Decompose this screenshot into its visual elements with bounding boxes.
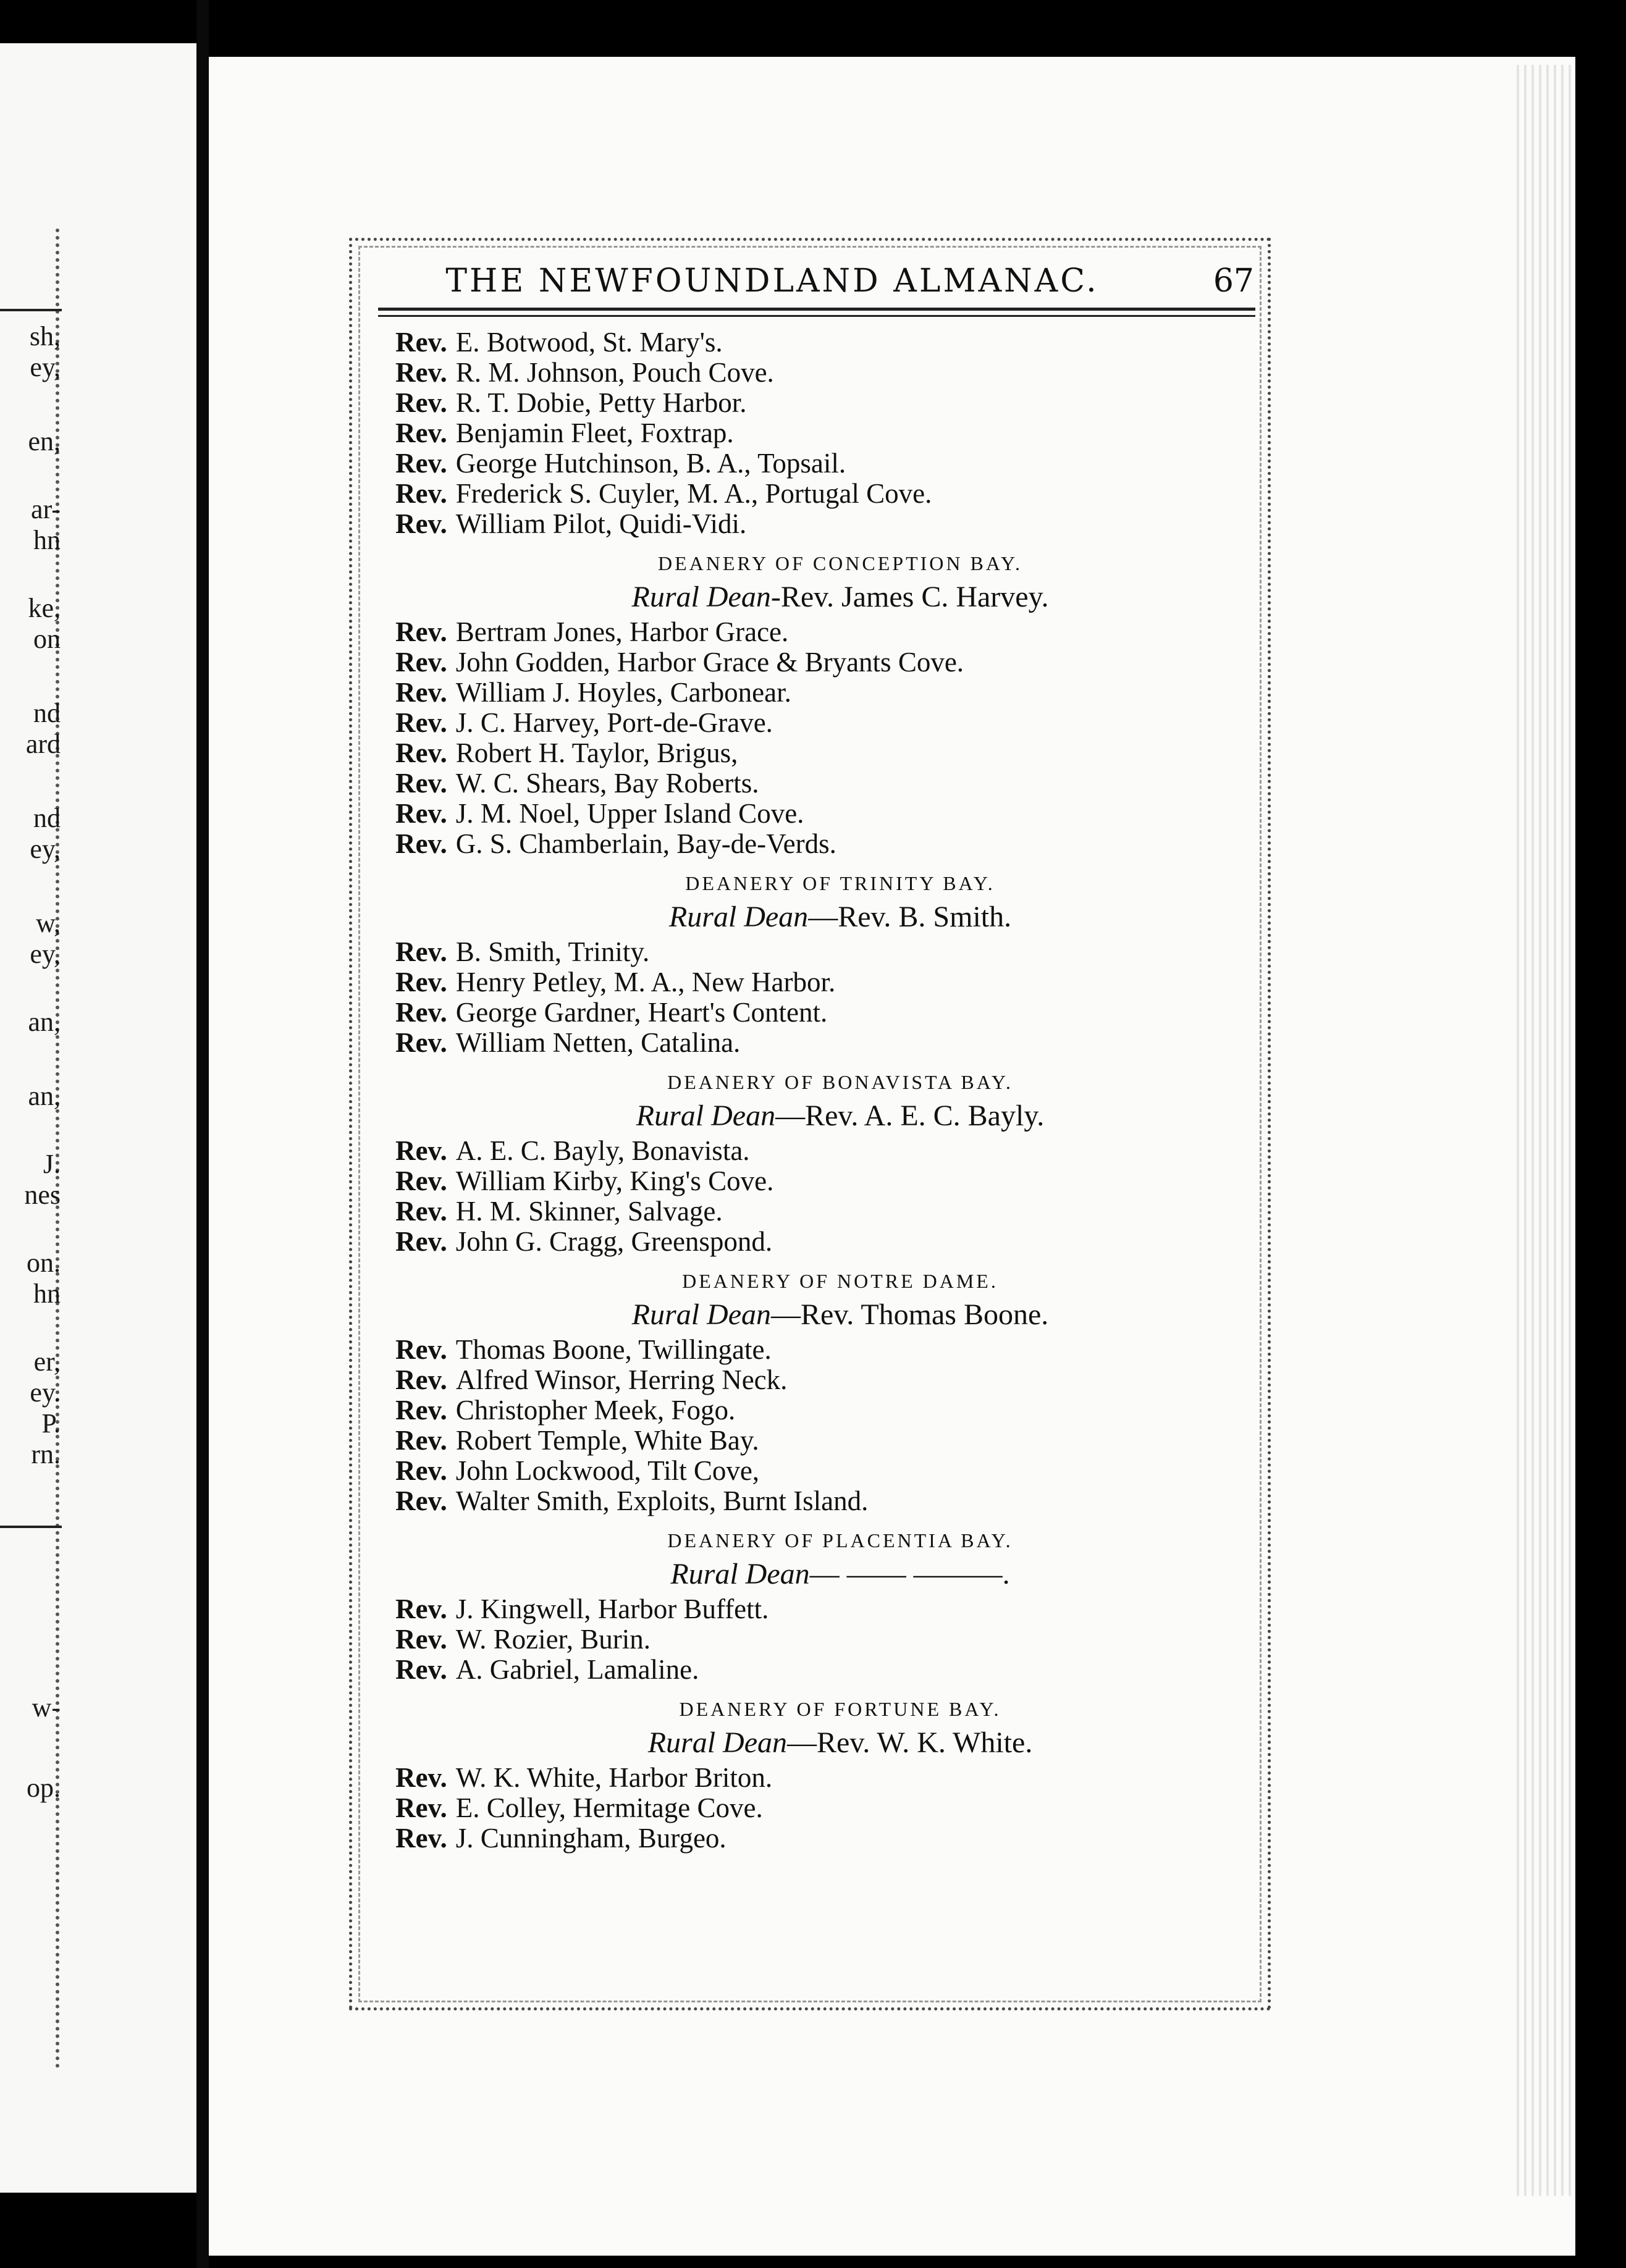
rural-dean-label: Rural Dean	[636, 1099, 776, 1132]
clergy-name-parish: Robert H. Taylor, Brigus,	[455, 737, 738, 768]
clergy-name-parish: William Pilot, Quidi-Vidi.	[455, 508, 747, 539]
rev-prefix: Rev.	[395, 1226, 447, 1257]
clergy-name-parish: William J. Hoyles, Carbonear.	[455, 677, 791, 708]
left-page-fragment: an,	[28, 1007, 61, 1037]
clergy-entry	[371, 1486, 1260, 1516]
left-page-fragment: ey,	[30, 834, 61, 864]
deanery-heading: DEANERY OF NOTRE DAME.	[682, 1270, 998, 1292]
clergy-name-parish: Robert Temple, White Bay.	[455, 1425, 759, 1456]
rev-prefix: Rev.	[395, 1196, 447, 1227]
rural-dean-name: —Rev. A. E. C. Bayly.	[775, 1099, 1045, 1132]
clergy-entry	[371, 937, 1260, 967]
clergy-entry	[371, 708, 1260, 738]
page-edges	[1517, 65, 1575, 2196]
rural-dean-name: — —— ———.	[809, 1558, 1010, 1590]
rural-dean-line	[371, 1557, 1260, 1594]
rural-dean-line	[371, 1298, 1260, 1335]
clergy-name-parish: J. Cunningham, Burgeo.	[455, 1823, 727, 1854]
rev-prefix: Rev.	[395, 357, 447, 388]
clergy-entry	[371, 1823, 1260, 1854]
clergy-name-parish: R. M. Johnson, Pouch Cove.	[455, 357, 774, 388]
clergy-name-parish: John Godden, Harbor Grace & Bryants Cove.	[455, 647, 964, 678]
clergy-name-parish: A. E. C. Bayly, Bonavista.	[455, 1135, 750, 1166]
clergy-name-parish: Henry Petley, M. A., New Harbor.	[455, 967, 836, 998]
left-page	[0, 43, 196, 2193]
clergy-name-parish: E. Colley, Hermitage Cove.	[455, 1792, 763, 1823]
clergy-entry	[371, 768, 1260, 799]
clergy-entry	[371, 1196, 1260, 1227]
clergy-entry	[371, 1028, 1260, 1058]
rural-dean-line	[371, 1726, 1260, 1763]
left-page-fragment: rn.	[31, 1439, 61, 1469]
left-page-fragment: w,	[36, 908, 61, 938]
rev-prefix: Rev.	[395, 828, 447, 859]
clergy-entry	[371, 327, 1260, 358]
rev-prefix: Rev.	[395, 707, 447, 738]
deanery-heading: DEANERY OF FORTUNE BAY.	[679, 1698, 1001, 1720]
rev-prefix: Rev.	[395, 768, 447, 799]
rural-dean-label: Rural Dean	[670, 1558, 810, 1590]
left-page-fragment: ar-	[31, 494, 61, 524]
rev-prefix: Rev.	[395, 1654, 447, 1685]
rev-prefix: Rev.	[395, 737, 447, 768]
clergy-entry	[371, 388, 1260, 418]
clergy-entry	[371, 1624, 1260, 1655]
clergy-entry	[371, 1136, 1260, 1166]
rev-prefix: Rev.	[395, 387, 447, 418]
rural-dean-name: —Rev. W. K. White.	[787, 1726, 1033, 1759]
rev-prefix: Rev.	[395, 1364, 447, 1395]
rev-prefix: Rev.	[395, 936, 447, 967]
clergy-name-parish: George Gardner, Heart's Content.	[455, 997, 828, 1028]
rev-prefix: Rev.	[395, 677, 447, 708]
left-page-fragment: op.	[27, 1773, 61, 1803]
clergy-entry	[371, 1793, 1260, 1823]
left-page-rule	[0, 309, 62, 311]
page-header	[371, 259, 1266, 303]
rural-dean-label: Rural Dean	[631, 581, 771, 613]
clergy-name-parish: W. C. Shears, Bay Roberts.	[455, 768, 759, 799]
clergy-entry	[371, 1456, 1260, 1486]
left-page-rule	[0, 1526, 62, 1528]
clergy-name-parish: B. Smith, Trinity.	[455, 936, 650, 967]
clergy-entry	[371, 799, 1260, 829]
left-page-fragment: ke,	[28, 593, 61, 623]
clergy-name-parish: Walter Smith, Exploits, Burnt Island.	[455, 1485, 869, 1516]
clergy-name-parish: J. C. Harvey, Port-de-Grave.	[455, 707, 773, 738]
clergy-entry	[371, 1335, 1260, 1365]
clergy-entry	[371, 617, 1260, 647]
rev-prefix: Rev.	[395, 327, 447, 358]
rev-prefix: Rev.	[395, 448, 447, 479]
left-page-fragment: ey,	[30, 352, 61, 382]
clergy-entry	[371, 418, 1260, 448]
left-page-fragment: nd	[33, 698, 61, 728]
clergy-entry	[371, 509, 1260, 539]
clergy-entry	[371, 1594, 1260, 1624]
rev-prefix: Rev.	[395, 997, 447, 1028]
rural-dean-label: Rural Dean	[668, 901, 809, 933]
clergy-name-parish: John G. Cragg, Greenspond.	[455, 1226, 773, 1257]
rev-prefix: Rev.	[395, 1624, 447, 1655]
clergy-name-parish: Thomas Boone, Twillingate.	[455, 1334, 772, 1365]
clergy-entry	[371, 738, 1260, 768]
deanery-heading: DEANERY OF PLACENTIA BAY.	[667, 1529, 1013, 1552]
left-page-fragment: an,	[28, 1081, 61, 1111]
deanery-heading: DEANERY OF BONAVISTA BAY.	[667, 1071, 1013, 1093]
rev-prefix: Rev.	[395, 1027, 447, 1058]
left-page-fragment: hn	[33, 1279, 61, 1309]
left-page-fragment: ard	[25, 729, 61, 759]
clergy-name-parish: William Netten, Catalina.	[455, 1027, 741, 1058]
rev-prefix: Rev.	[395, 1455, 447, 1486]
clergy-entry	[371, 1365, 1260, 1395]
clergy-entry	[371, 998, 1260, 1028]
clergy-entry	[371, 1655, 1260, 1685]
clergy-entry	[371, 1763, 1260, 1793]
clergy-name-parish: William Kirby, King's Cove.	[455, 1166, 774, 1196]
clergy-name-parish: H. M. Skinner, Salvage.	[455, 1196, 723, 1227]
deanery-heading: DEANERY OF TRINITY BAY.	[685, 872, 995, 894]
clergy-name-parish: J. M. Noel, Upper Island Cove.	[455, 798, 804, 829]
rural-dean-label: Rural Dean	[631, 1298, 771, 1331]
page-number: 67	[1213, 262, 1254, 300]
left-page-fragment: on	[33, 624, 61, 654]
clergy-entry	[371, 967, 1260, 998]
rural-dean-name: -Rev. James C. Harvey.	[770, 581, 1049, 613]
clergy-name-parish: Frederick S. Cuyler, M. A., Portugal Cove.	[455, 478, 932, 509]
clergy-entry	[371, 647, 1260, 678]
rev-prefix: Rev.	[395, 1485, 447, 1516]
clergy-name-parish: George Hutchinson, B. A., Topsail.	[455, 448, 846, 479]
clergy-entry	[371, 1395, 1260, 1426]
rev-prefix: Rev.	[395, 1594, 447, 1624]
left-page-fragment: ey.	[30, 1377, 61, 1408]
clergy-entry	[371, 358, 1260, 388]
rural-dean-line	[371, 580, 1260, 617]
rev-prefix: Rev.	[395, 1425, 447, 1456]
left-page-fragment: J.	[43, 1149, 61, 1179]
rev-prefix: Rev.	[395, 1792, 447, 1823]
rev-prefix: Rev.	[395, 1762, 447, 1793]
left-page-fragment: nd	[33, 803, 61, 833]
clergy-name-parish: R. T. Dobie, Petty Harbor.	[455, 387, 747, 418]
rural-dean-line	[371, 1099, 1260, 1136]
rev-prefix: Rev.	[395, 1395, 447, 1426]
rural-dean-name: —Rev. B. Smith.	[808, 901, 1012, 933]
left-page-fragment: er,	[33, 1346, 61, 1377]
header-rule	[378, 308, 1255, 311]
clergy-name-parish: E. Botwood, St. Mary's.	[455, 327, 723, 358]
rev-prefix: Rev.	[395, 798, 447, 829]
rev-prefix: Rev.	[395, 1334, 447, 1365]
clergy-entry	[371, 1166, 1260, 1196]
clergy-name-parish: John Lockwood, Tilt Cove,	[455, 1455, 760, 1486]
clergy-name-parish: Benjamin Fleet, Foxtrap.	[455, 418, 734, 448]
clergy-entry	[371, 1426, 1260, 1456]
rev-prefix: Rev.	[395, 1823, 447, 1854]
left-page-fragment: ey,	[30, 939, 61, 969]
rev-prefix: Rev.	[395, 1166, 447, 1196]
rev-prefix: Rev.	[395, 1135, 447, 1166]
clergy-entry	[371, 829, 1260, 859]
left-page-fragment: w-	[32, 1692, 61, 1723]
clergy-entry	[371, 479, 1260, 509]
header-rule	[378, 315, 1255, 317]
clergy-name-parish: W. K. White, Harbor Briton.	[455, 1762, 773, 1793]
rev-prefix: Rev.	[395, 616, 447, 647]
rev-prefix: Rev.	[395, 478, 447, 509]
clergy-list	[371, 327, 1260, 1854]
rural-dean-line	[371, 900, 1260, 937]
clergy-name-parish: W. Rozier, Burin.	[455, 1624, 651, 1655]
left-page-fragment: P.	[41, 1408, 61, 1438]
book-gutter	[196, 0, 209, 2268]
clergy-name-parish: Bertram Jones, Harbor Grace.	[455, 616, 789, 647]
rural-dean-name: —Rev. Thomas Boone.	[771, 1298, 1049, 1331]
rural-dean-label: Rural Dean	[647, 1726, 787, 1759]
left-page-fragment: on.	[27, 1248, 61, 1278]
left-page-fragment: en,	[28, 426, 61, 456]
left-page-fragment: hn	[33, 525, 61, 555]
clergy-name-parish: A. Gabriel, Lamaline.	[455, 1654, 699, 1685]
clergy-entry	[371, 1227, 1260, 1257]
deanery-heading: DEANERY OF CONCEPTION BAY.	[658, 552, 1022, 574]
rev-prefix: Rev.	[395, 508, 447, 539]
running-title: THE NEWFOUNDLAND ALMANAC.	[445, 262, 1099, 300]
left-page-fragment: nes	[24, 1180, 61, 1210]
clergy-entry	[371, 678, 1260, 708]
clergy-name-parish: Christopher Meek, Fogo.	[455, 1395, 736, 1426]
clergy-name-parish: G. S. Chamberlain, Bay-de-Verds.	[455, 828, 836, 859]
clergy-name-parish: J. Kingwell, Harbor Buffett.	[455, 1594, 769, 1624]
rev-prefix: Rev.	[395, 418, 447, 448]
clergy-entry	[371, 448, 1260, 479]
left-page-fragment: sh,	[29, 321, 61, 351]
rev-prefix: Rev.	[395, 647, 447, 678]
clergy-name-parish: Alfred Winsor, Herring Neck.	[455, 1364, 788, 1395]
rev-prefix: Rev.	[395, 967, 447, 998]
